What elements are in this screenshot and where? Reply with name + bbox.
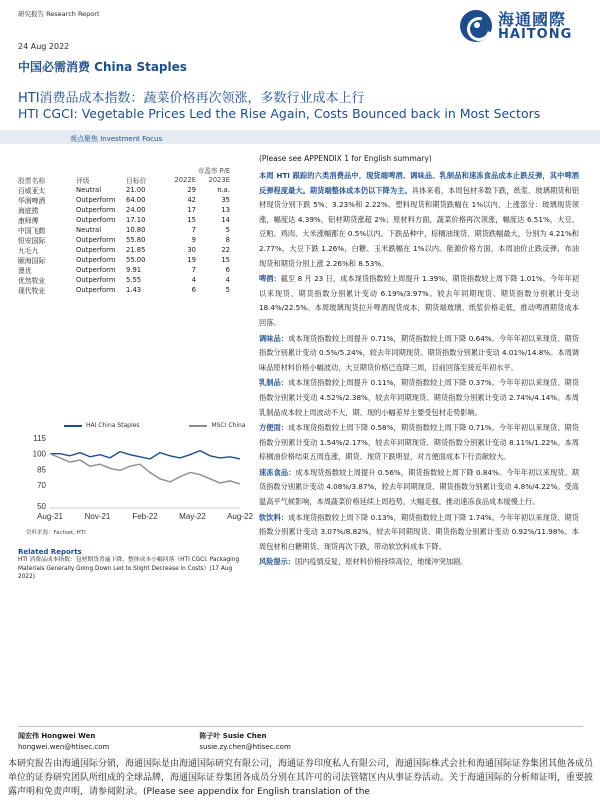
pe-2022e: 7 [191, 266, 196, 274]
stock-rating: Neutral [76, 186, 102, 194]
stock-target: 17.10 [126, 216, 146, 224]
stock-name: 优然牧业 [18, 277, 46, 285]
col-2022e: 2022E [174, 176, 196, 184]
report-date: 24 Aug 2022 [18, 42, 70, 51]
logo-cn-text: 海通國際 [498, 9, 567, 29]
sector-text: 成本现货指数较上周提升 0.11%，期货指数较上周下降 0.37%。今年年初以来现货、期货指数分别累计变动 4.52%/2.38%，较去年同期现货、期货指数分别累计变动 2.74%/4.14%。本周乳制品成本较上周波动不大，期、现的小幅差异主要受包材走势影响。 [259, 378, 579, 417]
pe-2023e: 13 [221, 206, 230, 214]
x-tick-label: Aug-22 [227, 512, 253, 521]
sector-text: 成本现货指数较上周下降 0.58%，期货指数较上周下降 0.71%。今年年初以来现货、期货指数分别累计变动 1.54%/2.17%，较去年同期现货、期货指数分别累计变动 8.11%/1.22%。本周棕榈油价格结束五周连涨，期货、现货下跌明显，对方便面成本下行贡献较大。 [259, 423, 579, 462]
table-row [18, 245, 230, 255]
legend-item-msci [189, 422, 245, 429]
chart-legend [64, 422, 245, 429]
stock-target: 21.00 [126, 186, 146, 194]
appendix-note: (Please see APPENDIX 1 for English summary) [259, 154, 432, 163]
price-chart [18, 430, 253, 525]
x-tick-label: Nov-21 [84, 512, 111, 521]
body-text [259, 169, 579, 571]
focus-label: 观点聚焦 Investment Focus [70, 135, 163, 143]
stock-name: 海底捞 [18, 207, 39, 215]
brand-logo [460, 10, 572, 42]
pe-2023e: n.a. [217, 186, 230, 194]
stock-name: 百威亚太 [18, 187, 46, 195]
chart-source: 资料来源：Factset, HTI [26, 530, 86, 536]
sector-text: 成本现货指数较上周提升 0.56%，期货指数较上周下降 0.84%。今年年初以来现货、期货指数分别累计变动 4.08%/3.87%，较去年同期现货、期货指数分别累计变动 4.8%/4.22%。受高温高平气候影响，本周蔬菜价格延续上周趋势，大幅走强，推动速冻食品成本缓慢上行。 [259, 467, 579, 507]
pe-2023e: 15 [221, 256, 230, 264]
stock-rating: Outperform [76, 196, 116, 204]
table-row [18, 235, 230, 245]
series-line-hai-china-staples [50, 451, 240, 459]
risk-text: 国内疫情反复，原材料价格持续高位，地缘冲突加剧。 [294, 557, 468, 567]
legend-label-hai: HAI China Staples [86, 422, 140, 429]
stock-rating: Outperform [76, 266, 116, 274]
stock-rating: Outperform [76, 256, 116, 264]
stock-target: 55.80 [126, 236, 146, 244]
pe-2023e: 35 [221, 196, 230, 204]
analyst-1-email[interactable]: hongwei.wen@htisec.com [18, 743, 110, 751]
y-tick-label: 100 [32, 449, 46, 459]
stock-rating: Outperform [76, 216, 116, 224]
sector-paragraph [259, 466, 579, 510]
pe-header: 市盈率 P/E [197, 167, 230, 175]
pe-2023e: 22 [221, 246, 230, 254]
sector-label: 调味品： [259, 333, 289, 343]
table-row [18, 275, 230, 285]
stock-target: 10.80 [126, 226, 146, 234]
pe-2022e: 17 [187, 206, 196, 214]
stock-name: 华润啤酒 [18, 197, 46, 205]
col-2023e: 2023E [208, 176, 230, 184]
related-heading: Related Reports [18, 548, 82, 556]
stock-target: 64.00 [126, 196, 146, 204]
stock-name: 恒安国际 [18, 237, 46, 245]
stock-target: 24.00 [126, 206, 146, 214]
footer-divider [18, 726, 583, 727]
analyst-2-email[interactable]: susie.zy.chen@htisec.com [199, 743, 291, 751]
table-row [18, 195, 230, 205]
pe-2023e: 6 [225, 266, 230, 274]
risk-paragraph [259, 555, 579, 570]
stock-rating: Outperform [76, 286, 116, 294]
stock-name: 颐海国际 [18, 257, 46, 265]
sector-label: 软饮料： [259, 512, 289, 522]
stock-target: 5.55 [126, 276, 142, 284]
sector-label: 乳制品： [259, 378, 289, 388]
pe-2023e: 14 [221, 216, 230, 224]
analyst-1 [18, 731, 109, 753]
stock-rating: Outperform [76, 276, 116, 284]
pe-2022e: 15 [187, 216, 196, 224]
sector-text: 截至 8 月 23 日，成本现货指数较上周提升 1.39%，期货指数较上周下降 1.01%。今年年初以来现货、期货指数分别累计变动 6.19%/3.97%。较去年同期现货、期货指数分别累计变动 18.4%/22.5%。本周玻璃现货拉升啤酒现货成本，期货端玻璃、纸浆价格走低，推动啤酒期货成本回落。 [259, 274, 579, 327]
col-target: 目标价 [126, 177, 147, 185]
stock-name: 澳优 [18, 267, 32, 275]
legend-swatch-hai [64, 425, 82, 427]
x-tick-label: Feb-22 [132, 512, 158, 521]
pe-2023e: 8 [225, 236, 230, 244]
pe-2022e: 19 [187, 256, 196, 264]
rating-table [18, 175, 230, 295]
stock-rating: Outperform [76, 236, 116, 244]
stock-target: 9.91 [126, 266, 142, 274]
col-rating: 评级 [76, 177, 90, 185]
intro-bold: 本周 HTI 跟踪的六类消费品中，现货端啤酒、调味品、乳制品和速冻食品成本止跌反弹，其中啤酒反弹程度最大。期货端整体成本仍以下降为主。 [259, 171, 579, 195]
table-row [18, 215, 230, 225]
logo-en-text: HAITONG [498, 26, 573, 42]
stock-target: 21.85 [126, 246, 146, 254]
sector-paragraph [259, 511, 579, 555]
pe-2022e: 4 [191, 276, 196, 284]
sector-label: 啤酒： [259, 274, 281, 284]
y-tick-label: 85 [37, 465, 46, 475]
pe-2022e: 29 [187, 186, 196, 194]
stock-rating: Outperform [76, 206, 116, 214]
rating-table-block [18, 165, 230, 295]
stock-name: 康师傅 [18, 217, 39, 225]
stock-rating: Outperform [76, 246, 116, 254]
sector-title: 中国必需消费 China Staples [18, 60, 187, 74]
pe-2023e: 5 [225, 286, 230, 294]
risk-label: 风险提示： [259, 557, 295, 567]
pe-2023e: 4 [225, 276, 230, 284]
pe-2022e: 7 [191, 226, 196, 234]
pe-2022e: 42 [187, 196, 196, 204]
sector-paragraph [259, 421, 579, 465]
intro-text: 具体来看，本周包材多数下跌，纸浆、玻璃期货和铝材现货分别下跌 5%、3.23%和 2.22%。塑料现货和期货跌幅在 1%以内，上涨部分：玻璃现货领涨，幅度达 4.39%，铝材期货涨超 2%；原材料方面，蔬菜价格再次领涨，幅度达 6.51%，大豆、豆粕、鸡肉、大米涨幅都在 0.5%以内。下跌品种中，棕榈油现货、期货跌幅最大，分别为 4.21%和 2.77%，大豆下跌 1.26%，白糖、玉米跌幅在 1%以内。能源价格方面，本周油价止跌反弹，布油现货和期货分别上涨 2.26%和 8.53%。 [259, 185, 579, 268]
col-name: 股票名称 [18, 177, 46, 185]
sector-label: 方便面： [259, 423, 289, 433]
stock-name: 现代牧业 [18, 287, 46, 295]
pe-2022e: 6 [191, 286, 196, 294]
sector-text: 成本现货指数较上周提升 0.71%，期货指数较上周下降 0.64%。今年年初以来现货、期货指数分别累计变动 0.5%/5.24%，较去年同期现货、期货指数分别累计变动 4.01%/14.8%。本周调味品原材料价格小幅波动，大豆期货价格已连降三周，目前回落至接近年初水平。 [259, 333, 579, 372]
analyst-2 [199, 731, 290, 753]
report-type: 研究报告 Research Report [18, 10, 100, 18]
sector-paragraph [259, 376, 579, 420]
table-row [18, 255, 230, 265]
y-tick-label: 70 [37, 481, 46, 491]
title-cn: HTI消费品成本指数：蔬菜价格再次领涨，多数行业成本上行 [18, 91, 365, 106]
stock-name: 九毛九 [18, 247, 39, 255]
sector-label: 速冻食品： [259, 467, 296, 477]
sector-text: 成本现货指数较上周下降 0.13%，期货指数较上周下降 1.74%。今年年初以来现货、期货指数分别累计变动 3.07%/8.82%，较去年同期现货、期货指数分别累计变动 0.92%/11.98%。本周包材和白糖期货、现货再次下跌，带动软饮料成本下降。 [259, 512, 579, 551]
stock-target: 1.43 [126, 286, 142, 294]
analyst-2-name: 陈子叶 Susie Chen [199, 732, 267, 740]
intro-paragraph [259, 169, 579, 271]
pe-2023e: 5 [225, 226, 230, 234]
sector-paragraph [259, 272, 579, 330]
disclaimer: 本研究报告由海通国际分销，海通国际是由海通国际研究有限公司，海通证券印度私人有限公司，海通国际株式会社和海通国际证券集团其他各成员单位的证券研究团队所组成的全球品牌，海通国际证券集团各成员分别在其许可的司法管辖区内从事证券活动。关于海通国际的分析师证明，重要披露声明和免责声明，请参阅附录。(Please see appendix for English translation of the [8, 759, 594, 797]
legend-item-hai [64, 422, 139, 429]
stock-rating: Neutral [76, 226, 102, 234]
y-tick-label: 115 [33, 434, 46, 443]
table-header-row [18, 175, 230, 185]
x-tick-label: May-22 [179, 512, 206, 521]
legend-swatch-msci [189, 425, 207, 427]
stock-target: 55.00 [126, 256, 146, 264]
table-row [18, 265, 230, 275]
pe-2022e: 9 [191, 236, 196, 244]
haitong-logo-icon [460, 10, 492, 42]
related-text[interactable]: HTI 消费品成本指数：包材期货普遍下降，整体成本小幅回落（HTI CGCI: Packaging Materials Generally Going Down Led to Slight Decrease in Costs）(17 Aug 2022) [18, 557, 240, 581]
table-row [18, 205, 230, 215]
pe-2022e: 30 [187, 246, 196, 254]
stock-name: 中国飞鹤 [18, 227, 46, 235]
sector-paragraph [259, 332, 579, 376]
title-en: HTI CGCI: Vegetable Prices Led the Rise Again, Costs Bounced back in Most Sectors [18, 106, 541, 121]
analyst-1-name: 闻宏伟 Hongwei Wen [18, 732, 96, 740]
related-reports [18, 548, 244, 582]
legend-label-msci: MSCI China [211, 422, 246, 429]
x-tick-label: Aug-21 [37, 512, 63, 521]
table-row [18, 285, 230, 295]
analyst-footer [18, 726, 583, 753]
y-tick-label: 50 [37, 502, 46, 511]
table-row [18, 185, 230, 195]
table-row [18, 225, 230, 235]
